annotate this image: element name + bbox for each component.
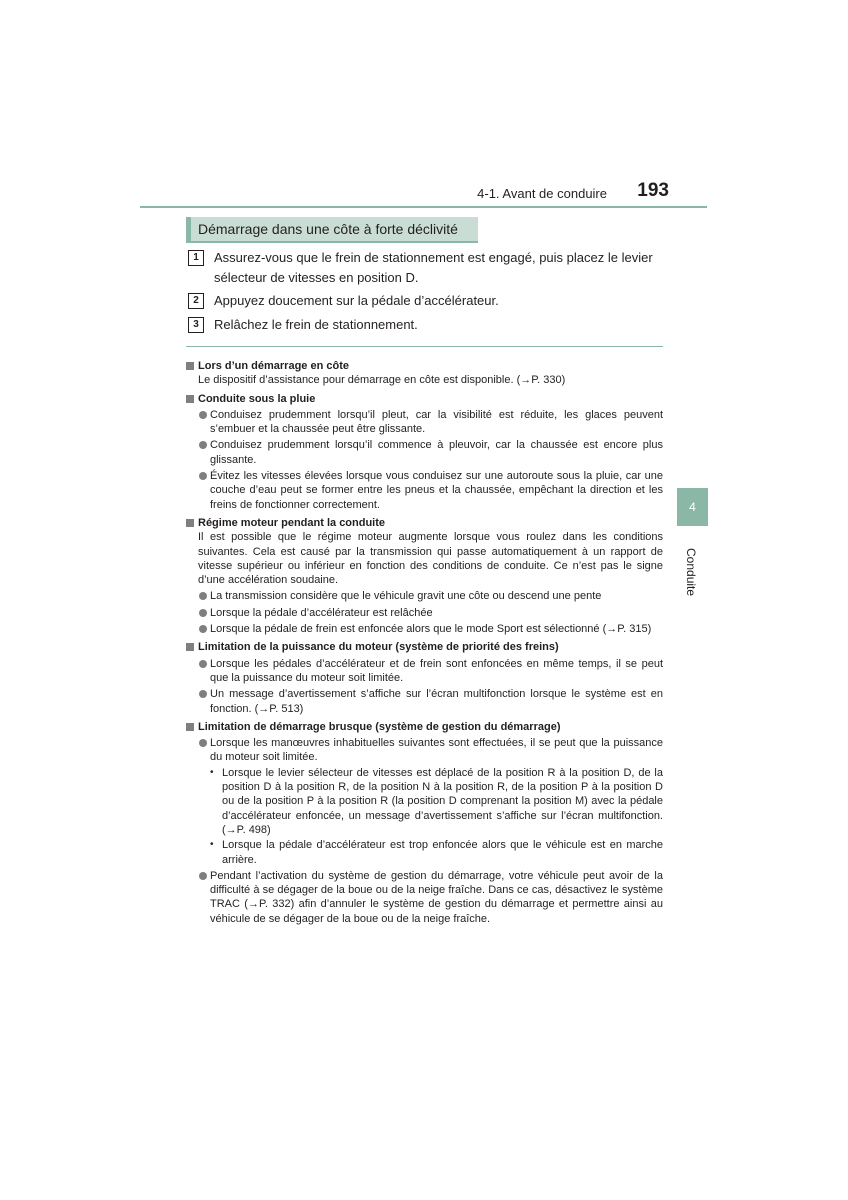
note-bullet: Lorsque la pédale de frein est enfoncée alors que le mode Sport est sélectionné (→P. 315): [186, 622, 663, 636]
step-3: [188, 315, 663, 335]
note-title: Conduite sous la pluie: [186, 392, 663, 406]
note-title: Limitation de la puissance du moteur (système de priorité des freins): [186, 640, 663, 654]
chapter-label: Conduite: [684, 548, 698, 597]
step-2: [188, 291, 663, 311]
note-bullet: Lorsque la pédale d’accélérateur est relâchée: [186, 606, 663, 620]
step-number: 2: [188, 293, 204, 309]
note-paragraph: Le dispositif d’assistance pour démarrage en côte est disponible. (→P. 330): [198, 374, 566, 387]
chapter-number: 4: [689, 500, 696, 514]
step-1: [188, 248, 663, 288]
note-bullet: Conduisez prudemment lorsqu’il commence à pleuvoir, car la chaussée est encore plus glissante.: [186, 438, 663, 467]
note-bullet: Lorsque les pédales d’accélérateur et de frein sont enfoncées en même temps, il se peut que la puissance du moteur soit limitée.: [186, 657, 663, 686]
note-bullet: Conduisez prudemment lorsqu’il pleut, car la visibilité est réduite, les glaces peuvent s’embuer et la chaussée peut être glissante.: [186, 408, 663, 437]
step-text: Appuyez doucement sur la pédale d’accélérateur.: [214, 293, 499, 308]
section-title: Démarrage dans une côte à forte déclivité: [186, 217, 478, 243]
note-title: Régime moteur pendant la conduite: [186, 516, 663, 530]
note-bullet: Lorsque les manœuvres inhabituelles suivantes sont effectuées, il se peut que la puissance du moteur soit limitée.: [186, 736, 663, 765]
note-bullet: Évitez les vitesses élevées lorsque vous conduisez sur une autoroute sous la pluie, car une couche d’eau peut se former entre les pneus et la chaussée, empêchant la direction et les freins de fonctionner correctement.: [186, 469, 663, 512]
note-title: Limitation de démarrage brusque (système de gestion du démarrage): [186, 720, 663, 734]
header-section-title: 4-1. Avant de conduire: [477, 186, 607, 201]
section-divider: [186, 346, 663, 347]
page-header: [140, 178, 707, 208]
note-sub-bullet: • Lorsque la pédale d’accélérateur est trop enfoncée alors que le véhicule est en marche arrière.: [186, 838, 663, 867]
note-title: Lors d’un démarrage en côte: [186, 359, 663, 373]
note-bullet: La transmission considère que le véhicule gravit une côte ou descend une pente: [186, 589, 663, 603]
step-text: Relâchez le frein de stationnement.: [214, 317, 418, 332]
step-number: 1: [188, 250, 204, 266]
page-number: 193: [637, 180, 669, 201]
note-paragraph: Il est possible que le régime moteur augmente lorsque vous roulez dans les conditions suivantes. Cela est causé par la transmission qui passe automatiquement à un rapport de vitesse supérieur ou inférieur en fonction des conditions de conduite. Ce n’est pas le signe d’une accélération soudaine.: [198, 531, 663, 587]
note-sub-bullet: • Lorsque le levier sélecteur de vitesses est déplacé de la position R à la position D, de la position D à la position R, de la position N à la position R, de la position P à la position D ou de la position P à la position R (la position D comprenant la position M) avec la pédale d’accélérateur enfoncée, un message d’avertissement s’affiche sur l’écran multifonction. (→P. 498): [186, 766, 663, 837]
header-rule: [140, 206, 707, 208]
notes-block: [186, 355, 663, 926]
step-number: 3: [188, 317, 204, 333]
chapter-tab: [677, 488, 708, 526]
note-bullet: Pendant l’activation du système de gestion du démarrage, votre véhicule peut avoir de la difficulté à se dégager de la boue ou de la neige fraîche. Dans ce cas, désactivez le système TRAC (→P. 332) afin d’annuler le système de gestion du démarrage et permettre ainsi au véhicule de se dégager de la boue ou de la neige fraîche.: [186, 869, 663, 926]
note-bullet: Un message d’avertissement s’affiche sur l’écran multifonction lorsque le système est en fonction. (→P. 513): [186, 687, 663, 716]
step-text: Assurez-vous que le frein de stationnement est engagé, puis placez le levier sélecteur de vitesses en position D.: [214, 250, 653, 285]
